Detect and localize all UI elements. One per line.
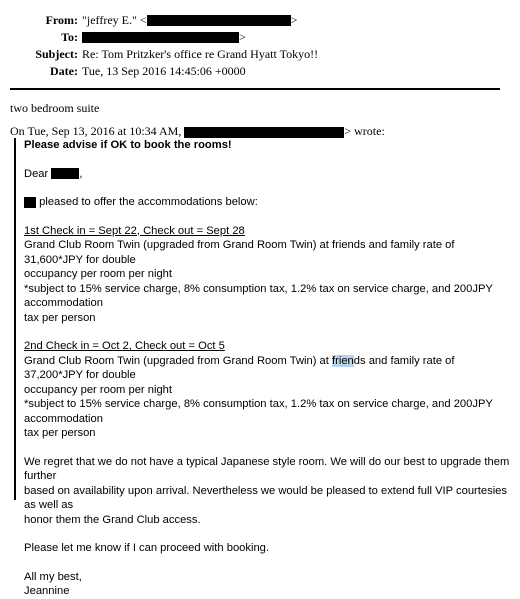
greeting-comma: ,: [79, 167, 83, 180]
header-divider: [10, 88, 500, 90]
from-close: >: [290, 13, 298, 27]
regret-line: We regret that we do not have a typical Japanese style room. We will do our best to upgrade them further: [24, 455, 510, 482]
offer-intro: [24, 195, 510, 210]
quote-intro: [10, 124, 385, 139]
advise-line: Please advise if OK to book the rooms!: [24, 139, 232, 151]
checkin2-line: tax per person: [24, 427, 96, 439]
checkin1-line: occupancy per room per night: [24, 268, 173, 280]
from-row: [10, 12, 510, 29]
from-value: "jeffrey E." <: [82, 13, 147, 27]
checkin1-line: tax per person: [24, 311, 96, 324]
checkin2-line: *subject to 15% service charge, 8% consumption tax, 1.2% tax on service charge, and 200JPY accommodation: [24, 398, 493, 425]
checkin2-heading: 2nd Check in = Oct 2, Check out = Oct 5: [24, 340, 225, 352]
redaction-bar: [147, 15, 291, 26]
quoted-message: [14, 138, 510, 597]
to-row: [10, 29, 510, 46]
date-label: Date:: [50, 64, 78, 78]
checkin2-pre: Grand Club Room Twin (upgraded from Grand Room Twin) at: [24, 354, 332, 367]
redaction-bar: [24, 197, 36, 208]
quote-intro-prefix: On Tue, Sep 13, 2016 at 10:34 AM,: [10, 124, 182, 138]
to-close: >: [239, 30, 246, 44]
redaction-bar: [51, 168, 79, 179]
subject-row: [10, 46, 510, 63]
regret-line: based on availability upon arrival. Nevertheless we would be pleased to extend full VIP courtesies as well as: [24, 484, 508, 511]
checkin2-post: ds and family rate of 37,200*JPY for double: [24, 354, 455, 381]
greeting: [24, 167, 510, 182]
checkin1-line: *subject to 15% service charge, 8% consumption tax, 1.2% tax on service charge, and 200JPY accommodation: [24, 282, 493, 309]
reply-text: two bedroom suite: [10, 101, 100, 115]
checkin1-line: Grand Club Room Twin (upgraded from Grand Room Twin) at friends and family rate of 31,600*JPY for double: [24, 239, 455, 266]
proceed-line: Please let me know if I can proceed with booking.: [24, 542, 270, 554]
checkin2-line: [24, 354, 510, 383]
highlighted-text: frien: [332, 354, 354, 367]
redaction-bar: [184, 127, 344, 138]
signature: Jeannine: [24, 585, 70, 597]
checkin2-line: occupancy per room per night: [24, 383, 173, 396]
date-value: Tue, 13 Sep 2016 14:45:06 +0000: [82, 64, 246, 78]
checkin1-heading: 1st Check in = Sept 22, Check out = Sept 28: [24, 224, 245, 237]
date-row: [10, 63, 510, 80]
subject-value: Re: Tom Pritzker's office re Grand Hyatt Tokyo!!: [82, 47, 319, 61]
regret-line: honor them the Grand Club access.: [24, 513, 201, 526]
redaction-bar: [82, 32, 239, 43]
offer-intro-text: pleased to offer the accommodations below:: [39, 196, 258, 208]
greeting-dear: Dear: [24, 167, 49, 180]
from-label: From:: [45, 13, 78, 27]
signoff: All my best,: [24, 570, 82, 583]
email-header: [10, 12, 510, 80]
subject-label: Subject:: [35, 47, 78, 61]
quote-intro-suffix: > wrote:: [344, 124, 385, 138]
to-label: To:: [61, 30, 78, 44]
